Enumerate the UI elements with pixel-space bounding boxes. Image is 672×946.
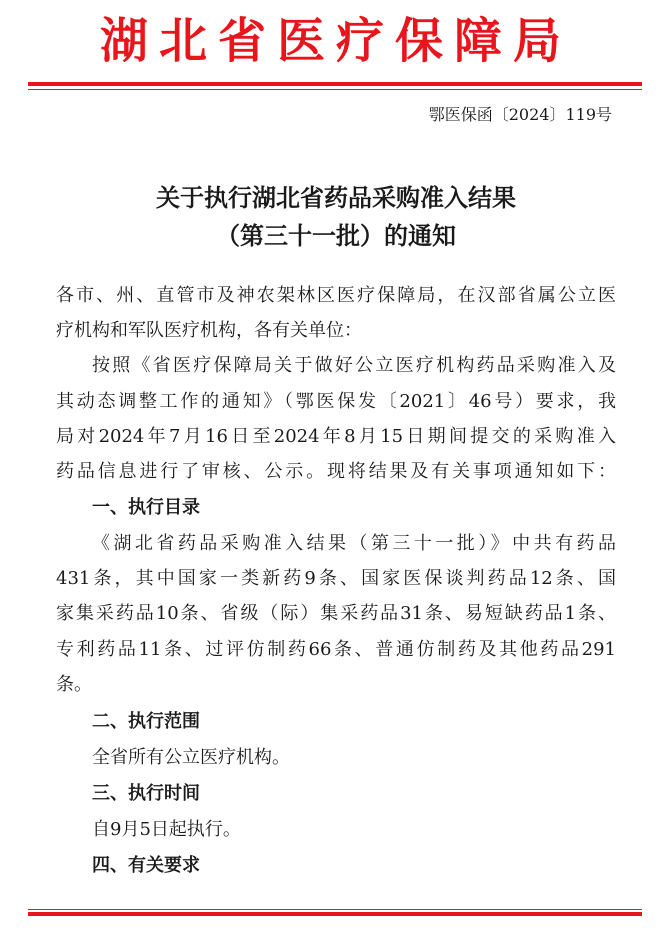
intro-line-2: 其动态调整工作的通知》（鄂医保发〔2021〕46号）要求，我 <box>56 391 616 412</box>
section-2-line-1: 全省所有公立医疗机构。 <box>92 747 290 768</box>
section-1-line-4: 专利药品11条、过评仿制药66条、普通仿制药及其他药品291 <box>56 639 616 660</box>
section-1-line-2: 431条，其中国家一类新药9条、国家医保谈判药品12条、国 <box>56 568 616 589</box>
section-3-line-1: 自9月5日起执行。 <box>92 819 241 840</box>
section-2-heading: 二、执行范围 <box>92 711 200 732</box>
section-1-heading: 一、执行目录 <box>92 497 200 518</box>
intro-line-1: 按照《省医疗保障局关于做好公立医疗机构药品采购准入及 <box>92 355 616 376</box>
notice-title-line-2: （第三十一批）的通知 <box>216 221 456 250</box>
section-1-line-1: 《湖北省药品采购准入结果（第三十一批）》中共有药品 <box>92 533 616 554</box>
notice-title-line-1: 关于执行湖北省药品采购准入结果 <box>156 183 516 212</box>
addressee-line-1: 各市、州、直管市及神农架林区医疗保障局，在汉部省属公立医 <box>56 285 616 306</box>
footer-red-rule-thick <box>28 912 642 916</box>
addressee-line-2: 疗机构和军队医疗机构，各有关单位： <box>56 320 362 341</box>
intro-line-3: 局对2024年7月16日至2024年8月15日期间提交的采购准入 <box>56 426 616 447</box>
footer-red-rule-thin <box>28 909 642 910</box>
section-1-line-3: 家集采药品10条、省级（际）集采药品31条、易短缺药品1条、 <box>56 603 616 624</box>
section-1-line-5: 条。 <box>56 674 92 695</box>
intro-line-4: 药品信息进行了审核、公示。现将结果及有关事项通知如下： <box>56 461 616 482</box>
section-3-heading: 三、执行时间 <box>92 783 200 804</box>
header-red-rule-thin <box>28 89 642 90</box>
section-4-heading: 四、有关要求 <box>92 855 200 876</box>
issuing-org-header: 湖北省医疗保障局 <box>99 13 572 69</box>
header-red-rule-thick <box>28 82 642 86</box>
document-number: 鄂医保函〔2024〕119号 <box>428 105 612 124</box>
